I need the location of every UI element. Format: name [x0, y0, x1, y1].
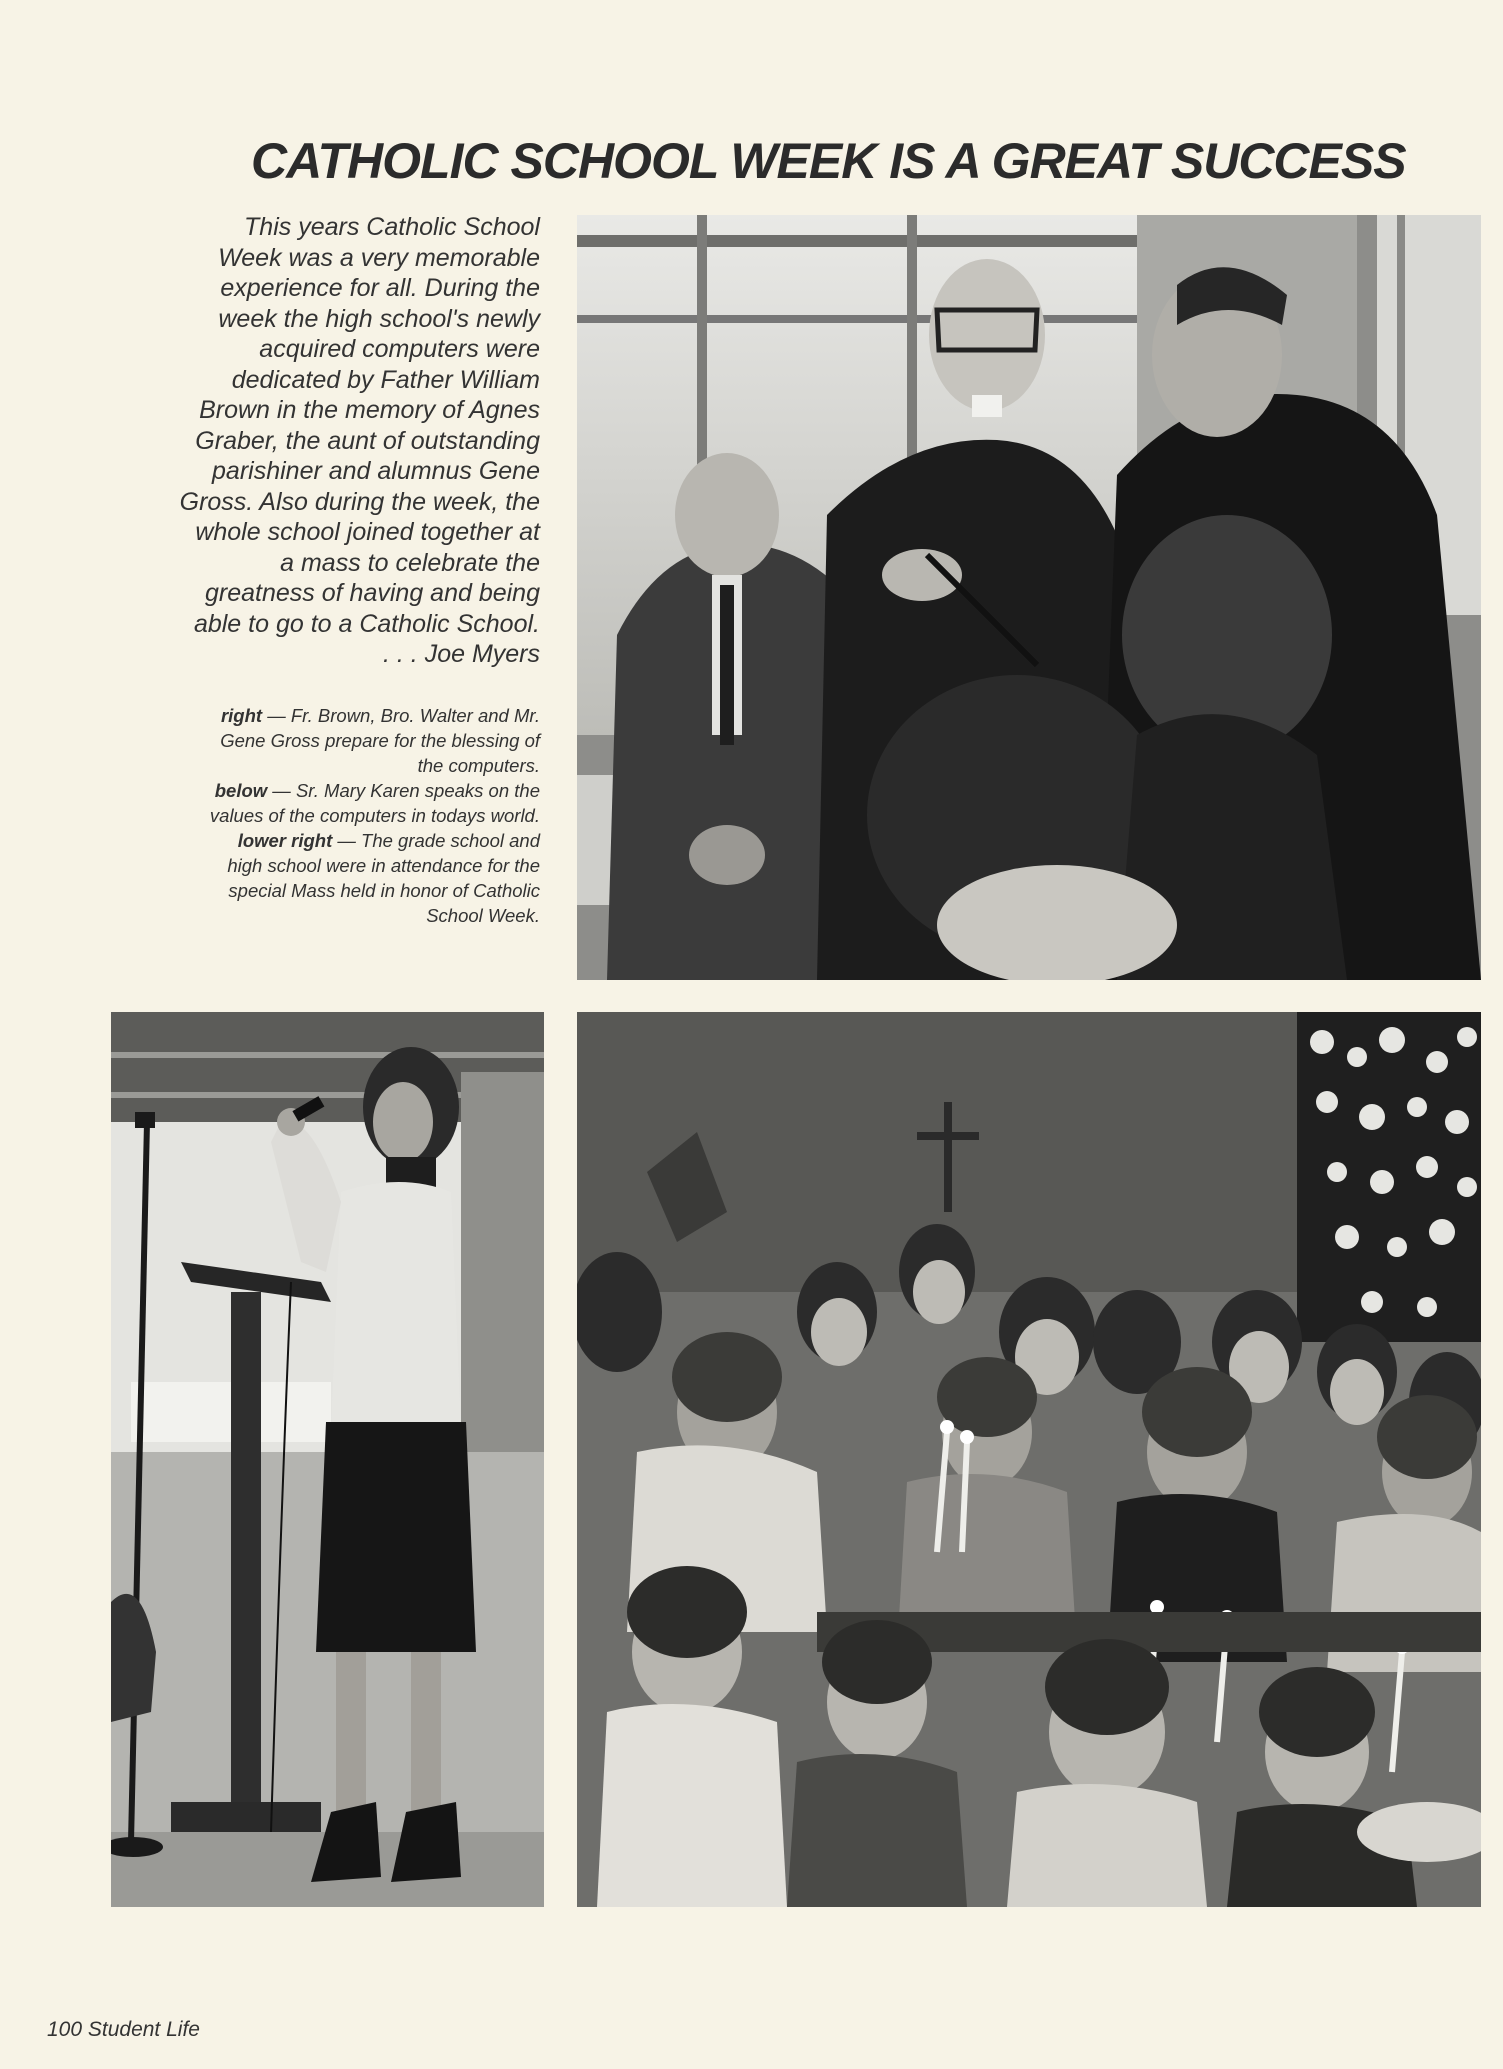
- story-line: whole school joined together at: [195, 518, 540, 546]
- story-line: Week was a very memorable: [218, 243, 540, 272]
- photo-speaker-image: [111, 1012, 544, 1907]
- caption-line: values of the computers in todays world.: [209, 805, 540, 826]
- caption-line: high school were in attendance for the: [227, 855, 540, 876]
- page-folio: 100 Student Life: [47, 2018, 200, 2041]
- story-text: [110, 212, 540, 670]
- photo-speaker-at-podium: [111, 1012, 544, 1907]
- photo-computer-blessing: [577, 215, 1481, 980]
- caption-line: special Mass held in honor of Catholic: [228, 880, 540, 901]
- caption-line: the computers.: [417, 755, 540, 776]
- caption-right: [110, 703, 540, 728]
- story-line: week the high school's newly: [218, 304, 540, 333]
- story-line: able to go to a Catholic School.: [193, 609, 540, 638]
- caption-line: Gene Gross prepare for the blessing of: [220, 730, 540, 751]
- photo-computer-blessing-image: [577, 215, 1481, 980]
- caption-line: School Week.: [426, 905, 540, 926]
- story-line: a mass to celebrate the: [280, 548, 540, 577]
- story-line: This years Catholic School: [244, 213, 540, 241]
- photo-catholic-school-mass: [577, 1012, 1481, 1907]
- story-line: greatness of having and being: [205, 579, 540, 607]
- caption-label: lower right: [237, 830, 333, 851]
- story-line: dedicated by Father William: [231, 365, 540, 394]
- photo-mass-image: [577, 1012, 1481, 1907]
- story-line: Brown in the memory of Agnes: [199, 396, 540, 424]
- story-line: acquired computers were: [259, 335, 540, 363]
- caption-line: — The grade school and: [332, 830, 540, 851]
- caption-label: below: [214, 780, 268, 801]
- story-line: experience for all. During the: [220, 274, 540, 302]
- story-line: Graber, the aunt of outstanding: [195, 426, 540, 455]
- story-line: parishiner and alumnus Gene: [212, 457, 540, 485]
- story-line: Gross. Also during the week, the: [179, 487, 540, 516]
- page-headline: CATHOLIC SCHOOL WEEK IS A GREAT SUCCESS: [251, 133, 1406, 189]
- caption-line: — Fr. Brown, Bro. Walter and Mr.: [262, 705, 540, 726]
- caption-below: [110, 778, 540, 803]
- photo-captions: [110, 703, 540, 928]
- caption-label: right: [220, 705, 263, 726]
- caption-line: — Sr. Mary Karen speaks on the: [267, 780, 540, 801]
- caption-lower-right: [110, 828, 540, 853]
- byline: . . . Joe Myers: [383, 640, 540, 668]
